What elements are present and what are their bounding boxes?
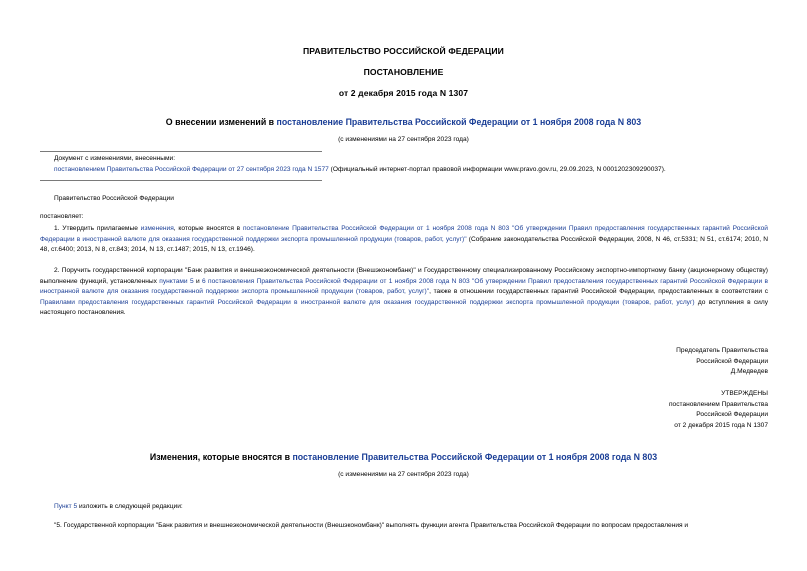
- p1-text-a: 1. Утвердить прилагаемые: [54, 225, 141, 232]
- p1-link-resolution-803[interactable]: постановление Правительства Российской Федерации от 1 ноября 2008 года N 803 "Об утверждении Правил предоставления государственных гарантий Российской Федерации в иностранной валюте для оказания государственной поддержки экспорта промышленной продукции (товаров, работ, услуг)": [40, 225, 768, 243]
- p1-link-changes[interactable]: изменения: [140, 225, 174, 232]
- p2-link-item-6[interactable]: 6: [202, 277, 206, 285]
- title-link-resolution-803[interactable]: постановление Правительства Российской Федерации от 1 ноября 2008 года N 803: [276, 117, 642, 127]
- changes-title-link-803[interactable]: постановление Правительства Российской Федерации от 1 ноября 2008 года N 803: [292, 452, 658, 462]
- document-type-heading: ПОСТАНОВЛЕНИЕ: [363, 67, 444, 77]
- changes-note: [54, 165, 784, 176]
- changes-note-suffix: (Официальный интернет-портал правовой информации www.pravo.gov.ru, 29.09.2023, N 0001202309290037).: [328, 166, 666, 173]
- document-title: [0, 117, 807, 127]
- changes-edition-note: (с изменениями на 27 сентября 2023 года): [338, 471, 469, 478]
- signature-country: Российской Федерации: [696, 357, 768, 365]
- paragraph-2: [40, 266, 768, 319]
- government-heading: ПРАВИТЕЛЬСТВО РОССИЙСКОЙ ФЕДЕРАЦИИ: [303, 46, 504, 56]
- approved-block: [468, 389, 768, 432]
- item-1-text: изложить в следующей редакции:: [77, 503, 183, 510]
- p2-link-resolution-803[interactable]: постановления Правительства Российской Федерации от 1 ноября 2008 года N 803 "Об утверждении Правил предоставления государственных гарантий Российской Федерации в иностранной валюте для оказания государственной поддержки экспорта промышленной продукции (товаров, работ, услуг)": [40, 277, 768, 296]
- item-1-link-point-5[interactable]: Пункт 5: [54, 503, 78, 510]
- changes-title-prefix: Изменения, которые вносятся в: [149, 452, 293, 462]
- changes-title: [0, 452, 807, 462]
- approved-heading: УТВЕРЖДЕНЫ: [721, 390, 768, 397]
- title-prefix: О внесении изменений в: [165, 117, 277, 127]
- document-date-number: от 2 декабря 2015 года N 1307: [338, 88, 469, 98]
- paragraph-1: [40, 224, 768, 256]
- signature-block: [468, 346, 768, 378]
- p2-text-e: до вступления в силу настоящего постановления.: [40, 298, 768, 317]
- changes-note-link-1577[interactable]: постановлением Правительства Российской Федерации от 27 сентября 2023 года N 1577: [54, 166, 329, 173]
- signature-name: Д.Медведев: [730, 368, 768, 376]
- approved-by: постановлением Правительства: [668, 400, 768, 408]
- signature-position: Председатель Правительства: [676, 347, 768, 354]
- p2-text-d: , также в отношении государственных гарантий Российской Федерации, предоставленных в соответствии с: [429, 288, 768, 296]
- approved-country: Российской Федерации: [696, 411, 768, 419]
- resolves-line: постановляет:: [40, 213, 84, 220]
- divider-top: [40, 151, 322, 152]
- p2-link-items-5[interactable]: пунктами 5: [159, 277, 194, 285]
- quoted-clause: "5. Государственной корпорации "Банк развития и внешнеэкономической деятельности (Внешэкономбанк)" выполнять функции агента Правительства Российской Федерации по вопросам предоставления и: [54, 522, 689, 529]
- p2-link-rules[interactable]: Правилами предоставления государственных гарантий Российской Федерации в иностранной валюте для оказания государственной поддержки экспорта промышленной продукции (товаров, работ, услуг): [40, 298, 695, 306]
- p2-text-a: 2. Поручить государственной корпорации "Банк развития и внешнеэкономической деятельности (Внешэкономбанк)" и Государственному специализированному Российскому экспортно-импортному банку (акционерному обществу) выполнение функций, установленных: [40, 267, 768, 285]
- p1-text-b: , которые вносятся в: [173, 225, 243, 232]
- changes-item-1: [54, 502, 183, 513]
- government-line: Правительство Российской Федерации: [54, 195, 174, 202]
- p2-text-b: и: [193, 277, 202, 285]
- divider-bottom: [40, 180, 322, 181]
- changes-note-label: Документ с изменениями, внесенными:: [54, 155, 176, 162]
- approved-date: от 2 декабря 2015 года N 1307: [674, 422, 768, 430]
- edition-note: (с изменениями на 27 сентября 2023 года): [338, 136, 469, 143]
- p1-text-c: (Собрание законодательства Российской Федерации, 2008, N 46, ст.5331; N 51, ст.6174; 2010, N 48, ст.6400; 2013, N 8, ст.843; 2014, N 13, ст.1487; 2015, N 13, ст.1946).: [40, 235, 768, 254]
